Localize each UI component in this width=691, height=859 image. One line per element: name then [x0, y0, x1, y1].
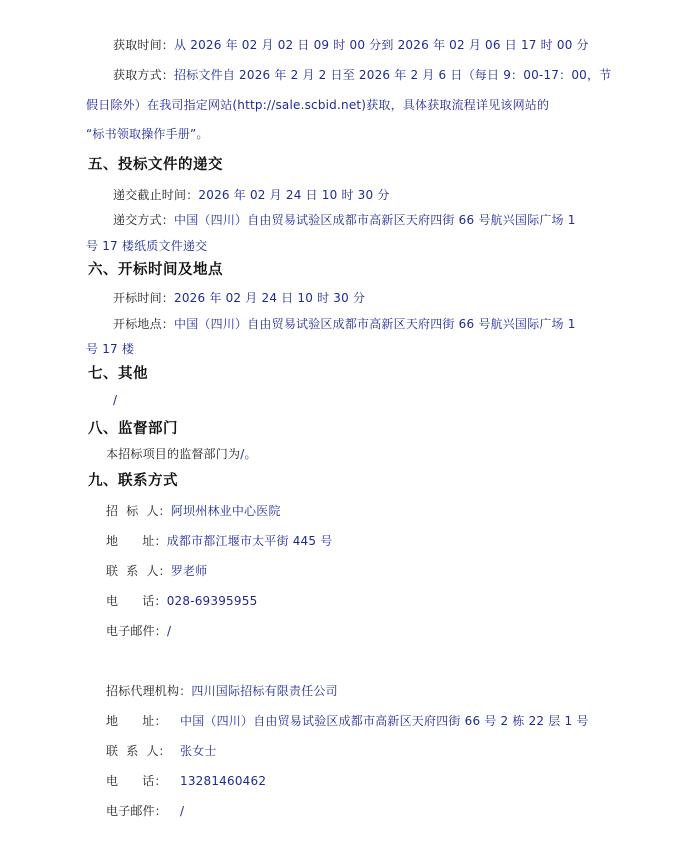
- acquire-method-line-1: [113, 67, 611, 83]
- acquire-method-value-1: 招标文件自 2026 年 2 月 2 日至 2026 年 2 月 6 日（每日 9：00-17：00，节: [174, 68, 612, 82]
- acquire-method-value-2: 假日除外）在我司指定网站(http://sale.scbid.net)获取，具体获取流程详见该网站的: [86, 98, 550, 112]
- agency-name-line: [106, 683, 338, 699]
- other-value: /: [113, 393, 118, 407]
- agency-phone-label: 电 话：: [106, 774, 167, 788]
- tenderer-phone-value: 028-69395955: [166, 594, 258, 608]
- tenderer-email-line: [106, 623, 171, 639]
- submit-method-value-1: 中国（四川）自由贸易试验区成都市高新区天府四街 66 号航兴国际广场 1: [174, 213, 576, 227]
- agency-name-value: 四川国际招标有限责任公司: [191, 684, 338, 698]
- submit-deadline-label: 递交截止时间：: [113, 188, 199, 202]
- submit-method-line-2: [86, 238, 207, 254]
- opening-place-value-2: 号 17 楼: [86, 342, 135, 356]
- other-line: [113, 392, 117, 408]
- tenderer-phone-label: 电 话：: [106, 594, 167, 608]
- opening-time-line: [113, 290, 365, 306]
- tenderer-address-value: 成都市都江堰市太平街 445 号: [166, 534, 333, 548]
- tenderer-phone-line: [106, 593, 257, 609]
- tenderer-name-line: [106, 503, 281, 519]
- opening-time-label: 开标时间：: [113, 291, 175, 305]
- tenderer-contact-line: [106, 563, 207, 579]
- tenderer-contact-label: 联 系 人：: [106, 564, 171, 578]
- acquire-method-value-3: “标书领取操作手册”。: [86, 127, 209, 141]
- opening-place-line-1: [113, 316, 576, 332]
- supervision-suffix: 。: [244, 447, 257, 461]
- submit-deadline-line: [113, 187, 390, 203]
- agency-address-label: 地 址：: [106, 714, 167, 728]
- agency-contact-line: [106, 743, 217, 759]
- submit-deadline-value: 2026 年 02 月 24 日 10 时 30 分: [198, 188, 390, 202]
- acquire-method-label: 获取方式：: [113, 68, 175, 82]
- section-5-heading: 五、投标文件的递交: [88, 157, 223, 173]
- tenderer-email-value: /: [167, 624, 172, 638]
- agency-email-value: /: [180, 804, 185, 818]
- section-8-heading: 八、监督部门: [88, 421, 178, 437]
- supervision-line: [106, 446, 257, 462]
- opening-place-label: 开标地点：: [113, 317, 175, 331]
- agency-address-line: [106, 713, 589, 729]
- agency-address-value: 中国（四川）自由贸易试验区成都市高新区天府四街 66 号 2 栋 22 层 1 号: [180, 714, 589, 728]
- acquire-method-line-2: [86, 97, 549, 113]
- agency-contact-value: 张女士: [180, 744, 217, 758]
- tenderer-address-line: [106, 533, 332, 549]
- tenderer-address-label: 地 址：: [106, 534, 167, 548]
- section-7-heading: 七、其他: [88, 366, 148, 382]
- agency-contact-label: 联 系 人：: [106, 744, 171, 758]
- opening-place-value-1: 中国（四川）自由贸易试验区成都市高新区天府四街 66 号航兴国际广场 1: [174, 317, 576, 331]
- section-6-heading: 六、开标时间及地点: [88, 262, 223, 278]
- supervision-prefix: 本招标项目的监督部门为: [106, 447, 241, 461]
- acquire-time-label: 获取时间：: [113, 38, 175, 52]
- acquire-time-value: 从 2026 年 02 月 02 日 09 时 00 分到 2026 年 02 月 06 日 17 时 00 分: [174, 38, 589, 52]
- acquire-time-line: [113, 37, 589, 53]
- supervision-value: /: [240, 447, 245, 461]
- submit-method-line-1: [113, 212, 576, 228]
- tenderer-name-label: 招 标 人：: [106, 504, 171, 518]
- opening-place-line-2: [86, 341, 134, 357]
- tenderer-email-label: 电子邮件：: [106, 624, 168, 638]
- agency-phone-value: 13281460462: [180, 774, 267, 788]
- submit-method-label: 递交方式：: [113, 213, 175, 227]
- section-9-heading: 九、联系方式: [88, 473, 178, 489]
- tenderer-contact-value: 罗老师: [170, 564, 208, 578]
- agency-name-label: 招标代理机构：: [106, 684, 192, 698]
- agency-email-line: [106, 803, 184, 819]
- agency-email-label: 电子邮件：: [106, 804, 168, 818]
- acquire-method-line-3: [86, 126, 209, 142]
- opening-time-value: 2026 年 02 月 24 日 10 时 30 分: [174, 291, 366, 305]
- tenderer-name-value: 阿坝州林业中心医院: [170, 504, 281, 518]
- submit-method-value-2: 号 17 楼纸质文件递交: [86, 239, 208, 253]
- agency-phone-line: [106, 773, 266, 789]
